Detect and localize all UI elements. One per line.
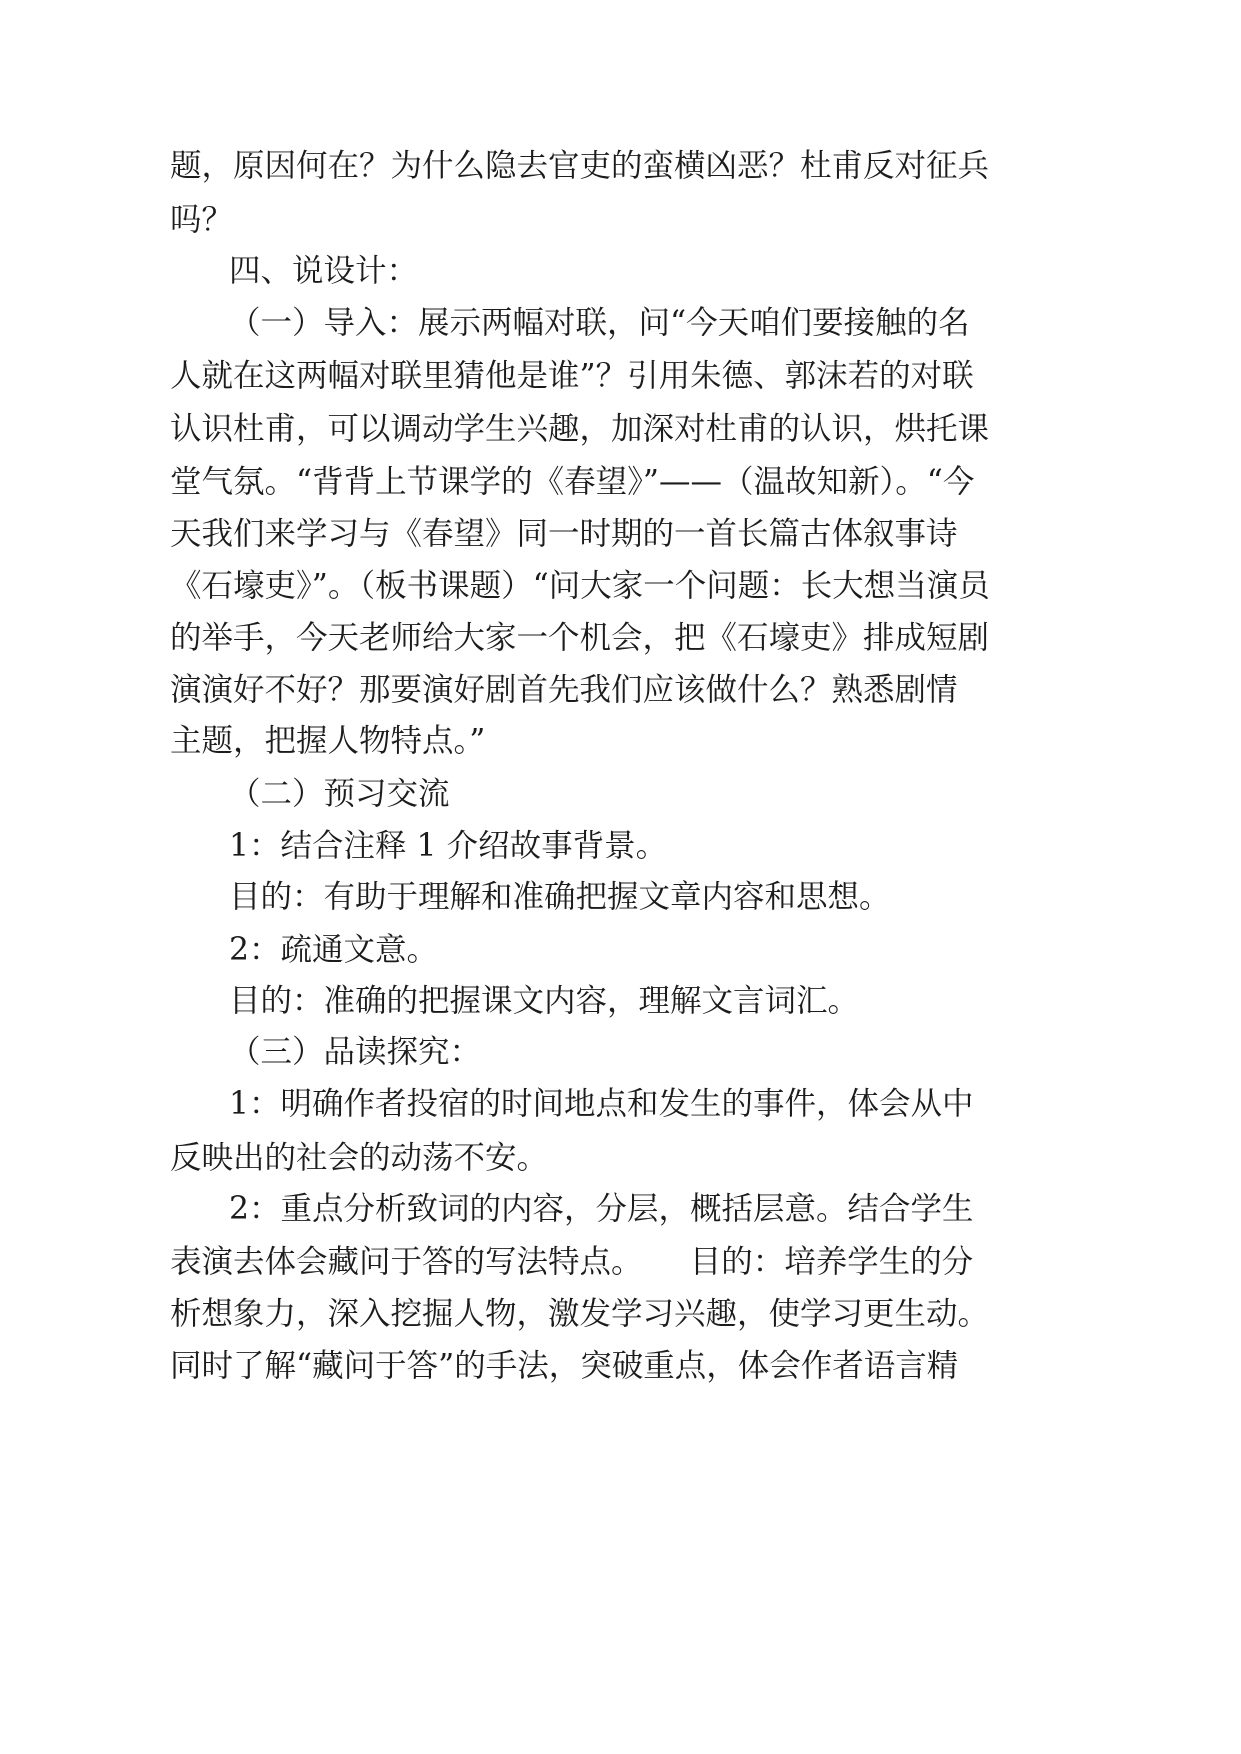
subsection-heading-preview: （二）预习交流 <box>229 776 450 812</box>
text-line-10: 的举手，今天老师给大家一个机会，把《石壕吏》排成短剧 <box>170 620 990 656</box>
text-line-7: 堂气氛。“背背上节课学的《春望》”——（温故知新）。“今 <box>170 464 975 500</box>
section-heading-design: 四、说设计： <box>229 253 419 289</box>
text-line-22: 表演去体会藏问于答的写法特点。 目的：培养学生的分 <box>170 1244 974 1280</box>
text-line-15: 目的：有助于理解和准确把握文章内容和思想。 <box>229 879 891 915</box>
text-line-2: 吗？ <box>170 202 234 238</box>
text-line-8: 天我们来学习与《春望》同一时期的一首长篇古体叙事诗 <box>170 516 958 552</box>
subsection-heading-explore: （三）品读探究： <box>229 1034 482 1070</box>
text-line-19: 1：明确作者投宿的时间地点和发生的事件，体会从中 <box>229 1086 974 1122</box>
text-line-20: 反映出的社会的动荡不安。 <box>170 1140 549 1176</box>
text-line-1: 题，原因何在？为什么隐去官吏的蛮横凶恶？杜甫反对征兵 <box>170 148 990 184</box>
text-line-16: 2：疏通文意。 <box>229 932 439 968</box>
text-line-12: 主题，把握人物特点。” <box>170 723 486 759</box>
text-line-9: 《石壕吏》”。（板书课题）“问大家一个问题：长大想当演员 <box>170 568 990 604</box>
text-line-21: 2：重点分析致词的内容，分层，概括层意。结合学生 <box>229 1191 974 1227</box>
text-line-14: 1：结合注释 1 介绍故事背景。 <box>229 828 668 864</box>
text-line-5: 人就在这两幅对联里猜他是谁”？引用朱德、郭沫若的对联 <box>170 358 974 394</box>
text-line-24: 同时了解“藏问于答”的手法，突破重点，体会作者语言精 <box>170 1348 959 1384</box>
text-line-6: 认识杜甫，可以调动学生兴趣，加深对杜甫的认识，烘托课 <box>170 411 990 447</box>
text-line-4: （一）导入：展示两幅对联，问“今天咱们要接触的名 <box>229 305 970 341</box>
text-line-11: 演演好不好？那要演好剧首先我们应该做什么？熟悉剧情 <box>170 672 958 708</box>
text-line-17: 目的：准确的把握课文内容，理解文言词汇。 <box>229 983 860 1019</box>
text-line-23: 析想象力，深入挖掘人物，激发学习兴趣，使学习更生动。 <box>170 1296 990 1332</box>
